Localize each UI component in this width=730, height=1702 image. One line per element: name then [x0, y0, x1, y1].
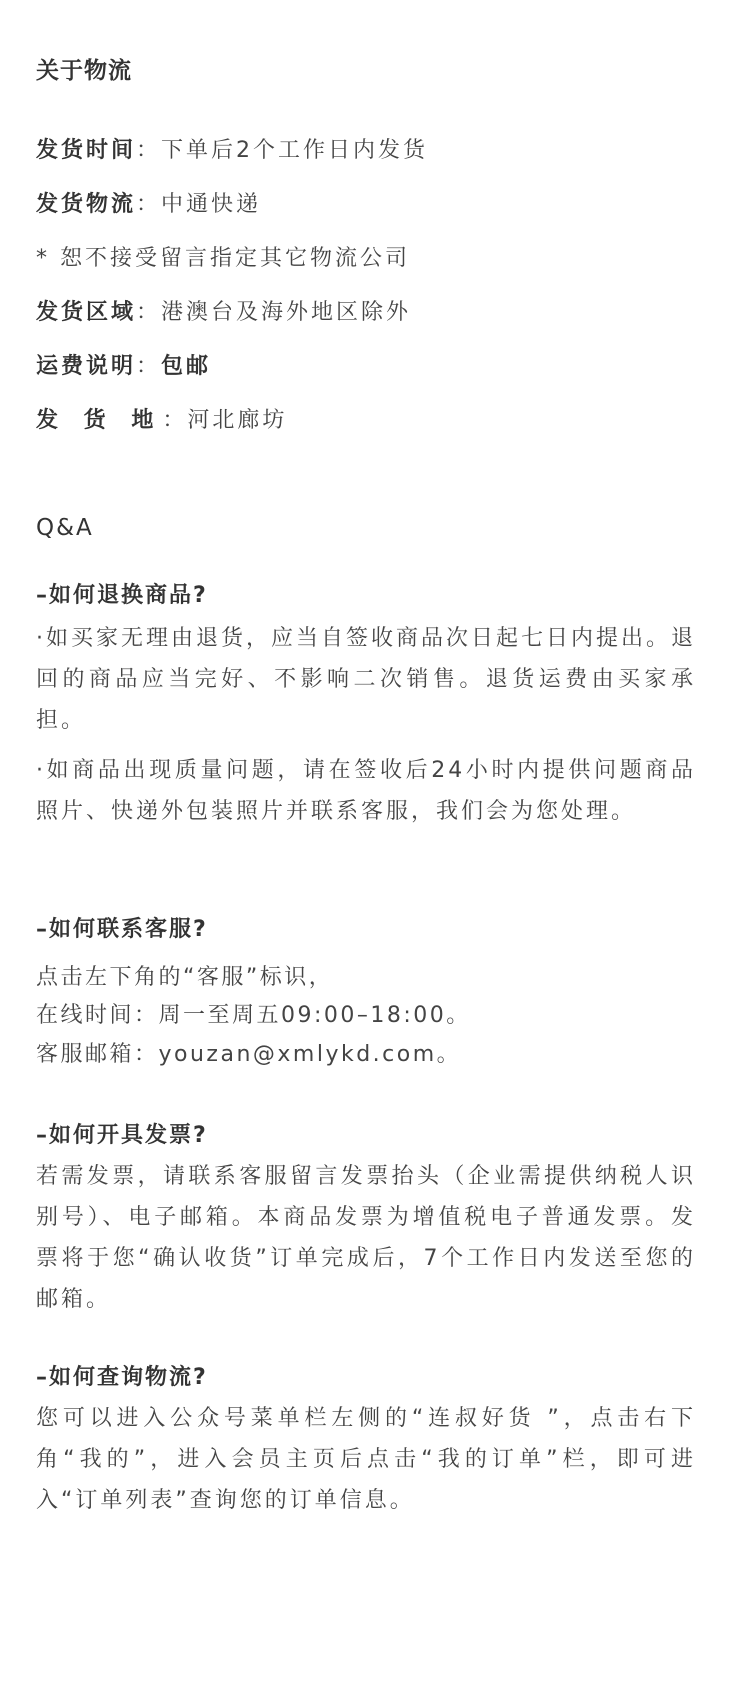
shipping-row-value: 下单后2个工作日内发货 — [161, 138, 429, 163]
shipping-row-key: 发货时间 — [36, 138, 137, 163]
answer-returns-paragraph-1: ·如买家无理由退货，应当自签收商品次日起七日内提出。退回的商品应当完好、不影响二次销售。退货运费由买家承担。 — [36, 626, 696, 733]
question-invoice: –如何开具发票? — [36, 1123, 208, 1148]
answer-contact-line-2: 在线时间：周一至周五09:00–18:00。 — [36, 1003, 471, 1028]
shipping-row-fee — [36, 349, 211, 380]
qa-title: Q&A — [36, 515, 94, 541]
answer-returns-paragraph-2: ·如商品出现质量问题，请在签收后24小时内提供问题商品照片、快递外包装照片并联系客服，我们会为您处理。 — [36, 758, 696, 824]
answer-invoice-paragraph: 若需发票，请联系客服留言发票抬头（企业需提供纳税人识别号）、电子邮箱。本商品发票为增值税电子普通发票。发票将于您“确认收货”订单完成后，7个工作日内发送至您的邮箱。 — [36, 1164, 696, 1312]
question-logistics: –如何查询物流? — [36, 1365, 208, 1390]
shipping-row-sep: ： — [136, 354, 162, 379]
shipping-row-sep: ： — [136, 192, 162, 217]
shipping-row-value: 港澳台及海外地区除外 — [161, 300, 412, 325]
shipping-row-value: 河北廊坊 — [187, 408, 288, 433]
shipping-row-sep: ： — [136, 138, 162, 163]
answer-contact-line-3: 客服邮箱：youzan@xmlykd.com。 — [36, 1042, 462, 1067]
answer-contact-line-1: 点击左下角的“客服”标识， — [36, 965, 334, 990]
shipping-row-sep: ： — [136, 300, 162, 325]
shipping-row-key: 发 货 地 — [36, 408, 163, 433]
shipping-row-key: 发货物流 — [36, 192, 137, 217]
question-contact: –如何联系客服? — [36, 917, 208, 942]
shipping-row-value: 包邮 — [161, 354, 212, 379]
shipping-row-carrier — [36, 187, 261, 218]
shipping-row-region — [36, 295, 411, 326]
shipping-row-origin — [36, 403, 287, 434]
shipping-row-sep: ： — [162, 408, 188, 433]
shipping-note: * 恕不接受留言指定其它物流公司 — [36, 246, 410, 271]
shipping-row-value: 中通快递 — [161, 192, 262, 217]
question-returns: –如何退换商品? — [36, 583, 208, 608]
shipping-row-key: 运费说明 — [36, 354, 137, 379]
shipping-row-key: 发货区域 — [36, 300, 137, 325]
answer-logistics-paragraph: 您可以进入公众号菜单栏左侧的“连叔好货 ”，点击右下角“我的”，进入会员主页后点击“我的订单”栏，即可进入“订单列表”查询您的订单信息。 — [36, 1406, 696, 1513]
shipping-row-time — [36, 133, 428, 164]
shipping-title: 关于物流 — [36, 58, 132, 84]
